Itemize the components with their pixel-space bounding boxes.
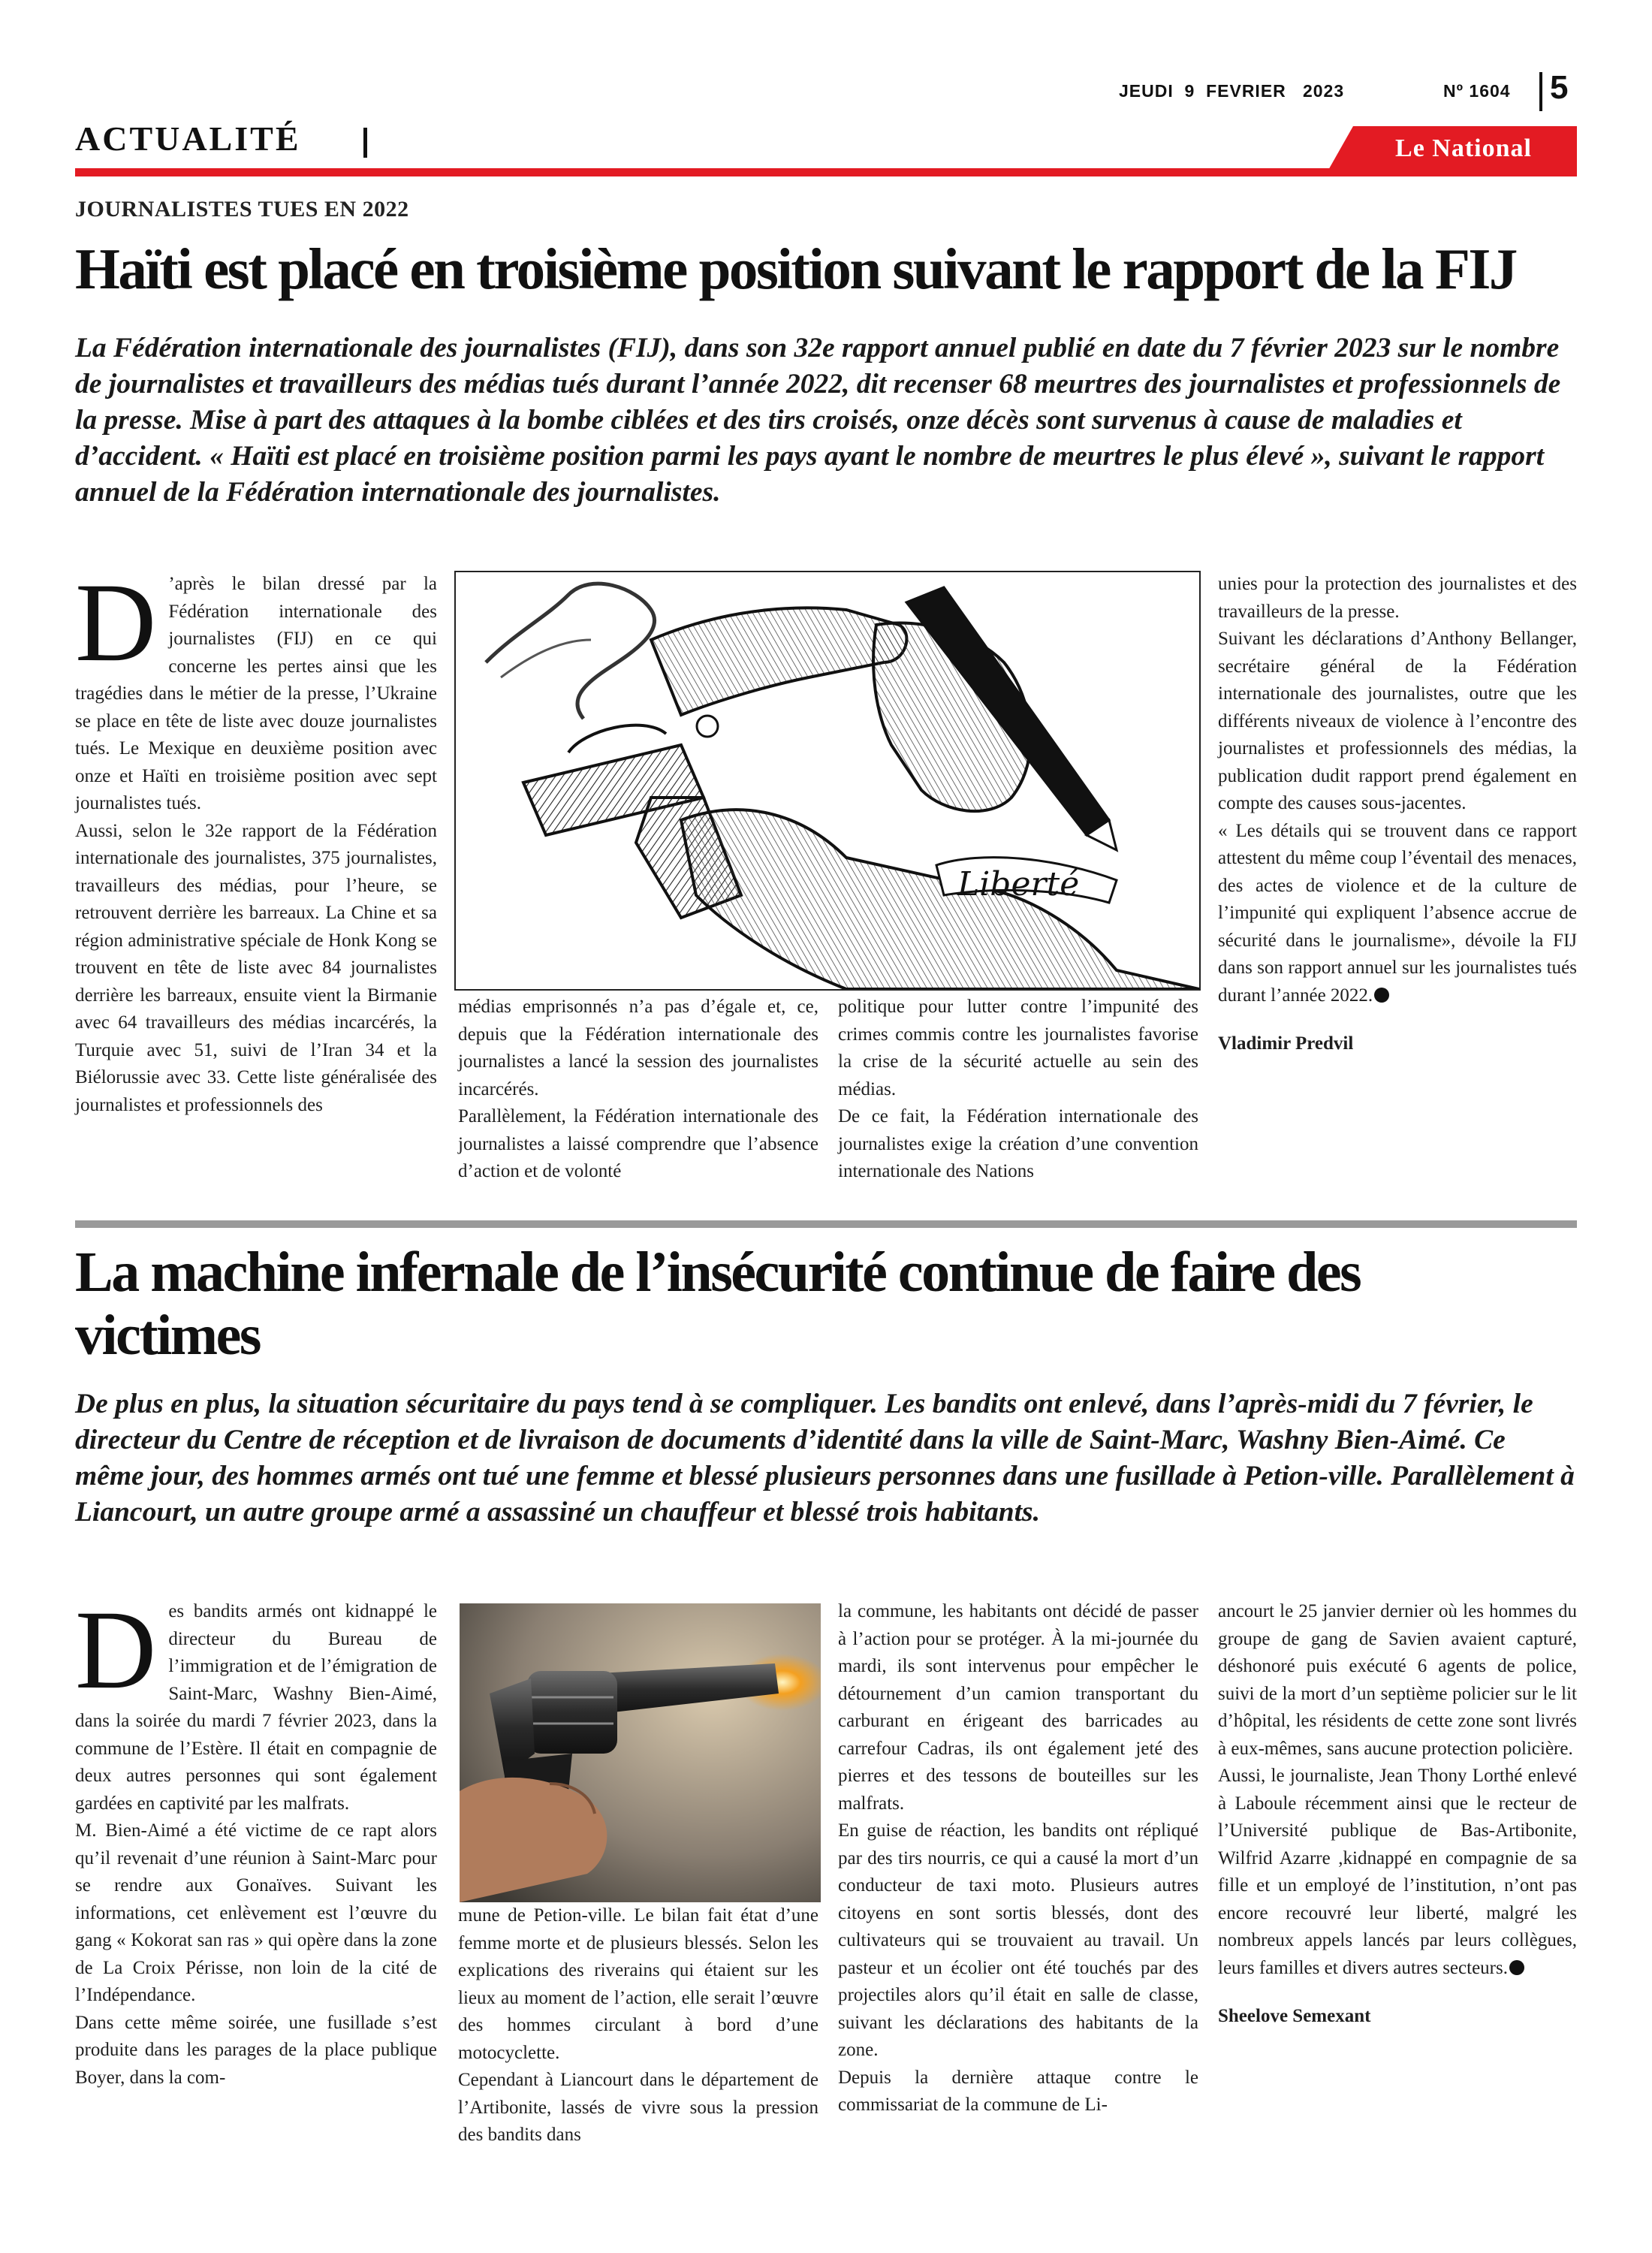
article2-column-1 bbox=[75, 1588, 437, 2092]
article2-author: Sheelove Semexant bbox=[1218, 2006, 1371, 2026]
article2-paragraph: mune de Petion-ville. Le bilan fait état d’une femme morte et de plusieurs blessés. Selon les explications des riverains qui étaient sur les lieux au moment de l’action, elle serait l’œuvre des hommes circulant à bord d’une motocyclette. bbox=[458, 1905, 818, 2063]
revolver-firing-photo bbox=[460, 1603, 821, 1902]
section-title: ACTUALITÉ bbox=[75, 119, 301, 158]
article1-author: Vladimir Predvil bbox=[1218, 1033, 1354, 1054]
article1-paragraph: politique pour lutter contre l’impunité des crimes commis contre les journalistes favorise la crise de la sécurité actuelle au sein des médias. bbox=[838, 997, 1198, 1099]
article1-paragraph: De ce fait, la Fédération internationale des journalistes exige la création d’une convention internationale des Nations bbox=[838, 1106, 1198, 1181]
article1-paragraph: « Les détails qui se trouvent dans ce rapport attestent du même coup l’éventail des menaces, des actes de violence et de la culture de l’impunité qui expliquent l’absence accrue de sécurité dans le journalisme», dévoile la FIJ dans son rapport annuel sur les journalistes tués durant l’année 2022. bbox=[1218, 820, 1577, 1006]
brand-name: Le National bbox=[1395, 134, 1532, 162]
article1-drop-cap: D bbox=[75, 560, 157, 685]
page-number-divider bbox=[1539, 72, 1542, 111]
article2-paragraph: M. Bien-Aimé a été victime de ce rapt alors qu’il revenait d’une réunion à Saint-Marc pour se rendre aux Gonaïves. Suivant les informations, cet enlèvement est l’œuvre du gang « Kokorat san ras » qui opère dans la zone de La Croix Périsse, non loin de la cité de l’Indépendance. bbox=[75, 1820, 437, 2005]
article1-paragraph: Aussi, selon le 32e rapport de la Fédération internationale des journalistes, 375 journalistes, travailleurs des médias, pour l’heure, se retrouvent derrière les barreaux. La Chine et sa région administrative spéciale de Honk Kong se trouvent en tête de liste avec 84 journalistes derrière les barreaux, ensuite vient la Birmanie avec 64 travailleurs des médias incarcérés, la Turquie avec 51, suivi de l’Iran 34 et la Biélorussie avec 33. Cette liste généralisée des journalistes et professionnels des bbox=[75, 820, 437, 1115]
article2-paragraph: En guise de réaction, les bandits ont répliqué par des tirs nourris, ce qui a causé la mort d’un conducteur de taxi moto. Plusieurs autres citoyens en sont sortis blessés, dont des cultivateurs qui se trouvaient au travail. Un pasteur et un écolier ont été touchés par des projectiles alors qu’il était en salle de classe, suivant les déclarations des habitants de la zone. bbox=[838, 1820, 1198, 2060]
article2-paragraph: ancourt le 25 janvier dernier où les hommes du groupe de gang de Savien avaient capturé, déshonoré puis exécuté 6 agents de police, suivi de la mort d’un septième policier sur le lit d’hôpital, les résidents de cette zone sont livrés à eux-mêmes, sans aucune protection policière. bbox=[1218, 1601, 1577, 1759]
article1-paragraph: Suivant les déclarations d’Anthony Bellanger, secrétaire général de la Fédération internationale des journalistes, outre que les différents niveaux de violence à l’encontre des journalistes et professionnels des médias, la publication dudit rapport prend également en compte des causes sous-jacentes. bbox=[1218, 629, 1577, 813]
issue-number: Nº 1604 bbox=[1443, 81, 1511, 101]
article1-kicker: JOURNALISTES TUES EN 2022 bbox=[75, 197, 409, 222]
article1-illustration bbox=[454, 571, 1201, 991]
article1-column-2 bbox=[458, 994, 818, 1186]
article2-column-4 bbox=[1218, 1598, 1577, 2031]
issue-date: JEUDI 9 FEVRIER 2023 bbox=[1119, 81, 1345, 101]
end-mark-icon bbox=[1509, 1960, 1524, 1975]
article2-photo bbox=[460, 1603, 821, 1902]
article2-lead: De plus en plus, la situation sécuritaire du pays tend à se compliquer. Les bandits ont enlevé, dans l’après-midi du 7 février, le directeur du Centre de réception et de livraison de documents d’identité dans la ville de Saint-Marc, Washny Bien-Aimé. Ce même jour, des hommes armés ont tué une femme et blessé plusieurs personnes dans une fusillade à Petion-ville. Parallèlement à Liancourt, un autre groupe armé a assassiné un chauffeur et blessé trois habitants. bbox=[75, 1389, 1575, 1528]
pen-and-revolver-drawing bbox=[456, 572, 1199, 989]
article1-lead: La Fédération internationale des journalistes (FIJ), dans son 32e rapport annuel publié en date du 7 février 2023 sur le nombre de journalistes et travailleurs des médias tués durant l’année 2022, dit recenser 68 meurtres des journalistes et professionnels de la presse. Mise à part des attaques à la bombe ciblées et des tirs croisés, onze décès sont survenus à cause de maladies et d’accident. « Haïti est placé en troisième position parmi les pays ayant le nombre de meurtres le plus élevé », suivant le rapport annuel de la Fédération internationale des journalistes. bbox=[75, 333, 1561, 508]
illustration-liberte-label: Liberté bbox=[957, 865, 1080, 903]
article2-paragraph: Cependant à Liancourt dans le département de l’Artibonite, lassés de vivre sous la pression des bandits dans bbox=[458, 2070, 818, 2145]
article2-column-3 bbox=[838, 1598, 1198, 2119]
article2-headline: La machine infernale de l’insécurité continue de faire des victimes bbox=[75, 1241, 1361, 1367]
article2-paragraph: Depuis la dernière attaque contre le commissariat de la commune de Li- bbox=[838, 2067, 1198, 2115]
article1-paragraph: Parallèlement, la Fédération internationale des journalistes a laissé comprendre que l’absence d’action et de volonté bbox=[458, 1106, 818, 1181]
article2-paragraph: la commune, les habitants ont décidé de passer à l’action pour se protéger. À la mi-journée du mardi, ils sont intervenus pour empêcher le détournement d’un camion transportant du carburant en érigeant des barricades au carrefour Cadras, ils ont également jeté des pierres et des tessons de bouteilles sur les malfrats. bbox=[838, 1601, 1198, 1814]
article1-column-3 bbox=[838, 994, 1198, 1186]
page-number: 5 bbox=[1550, 69, 1569, 106]
article2-paragraph: es bandits armés ont kidnappé le directeur du Bureau de l’immigration et de l’émigration de Saint-Marc, Washny Bien-Aimé, dans la soirée du mardi 7 février 2023, dans la commune de l’Estère. Il était en compagnie de deux autres personnes qui sont également gardées en captivité par les malfrats. bbox=[75, 1601, 437, 1814]
end-mark-icon bbox=[1374, 988, 1389, 1003]
section-divider bbox=[363, 128, 367, 158]
article2-column-2 bbox=[458, 1902, 818, 2149]
article2-paragraph: Dans cette même soirée, une fusillade s’est produite dans les parages de la place publique Boyer, dans la com- bbox=[75, 2012, 437, 2088]
article2-paragraph: Aussi, le journaliste, Jean Thony Lorthé enlevé à Laboule récemment ainsi que le recteur de l’Université publique de Bas-Artibonite, Wilfrid Azarre ,kidnappé en compagnie de sa fille et un employé de l’institution, n’ont pas encore recouvré leur liberté, malgré les nombreux appels lancés par leurs collègues, leurs familles et divers autres secteurs. bbox=[1218, 1766, 1577, 1978]
article2-drop-cap: D bbox=[75, 1588, 157, 1712]
article1-paragraph: médias emprisonnés n’a pas d’égale et, ce, depuis que la Fédération internationale des journalistes a lancé la session des journalistes incarcérés. bbox=[458, 997, 818, 1099]
article1-headline: Haïti est placé en troisième position suivant le rapport de la FIJ bbox=[75, 237, 1516, 301]
article1-column-1 bbox=[75, 560, 437, 1119]
article1-column-4 bbox=[1218, 571, 1577, 1058]
article1-paragraph: ’après le bilan dressé par la Fédération internationale des journalistes (FIJ) en ce qui concerne les pertes ainsi que les tragédies dans le métier de la presse, l’Ukraine se place en tête de liste avec douze journalistes tués. Le Mexique en deuxième position avec onze et Haïti en troisième position avec sept journalistes tués. bbox=[75, 574, 437, 813]
header-red-rule bbox=[75, 168, 1577, 176]
article1-paragraph: unies pour la protection des journalistes et des travailleurs de la presse. bbox=[1218, 574, 1577, 622]
article-divider bbox=[75, 1220, 1577, 1228]
